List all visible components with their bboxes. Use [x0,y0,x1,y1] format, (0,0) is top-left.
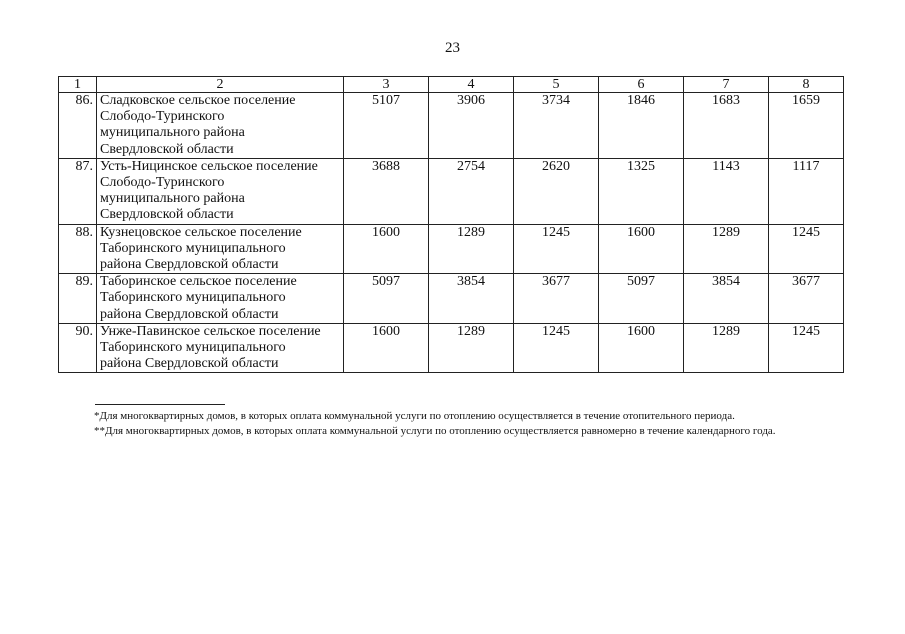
table-header-row [59,77,844,93]
settlement-name-line: Слободо-Туринского [100,175,225,191]
value-cell: 2754 [429,158,514,224]
value-cell: 3688 [344,158,429,224]
value-cell: 1325 [599,158,684,224]
footnote: **Для многоквартирных домов, в которых оплата коммунальной услуги по отоплению осуществляется равномерно в течение календарного года. [94,425,776,437]
row-number: 88. [59,224,97,274]
value-cell: 1245 [769,224,844,274]
page-number: 23 [445,40,460,56]
value-cell: 1289 [429,224,514,274]
value-cell: 1289 [429,323,514,373]
value-cell: 3854 [684,274,769,324]
settlement-name-line: Унже-Павинское сельское поселение [100,323,321,339]
settlement-name-line: Усть-Ницинское сельское поселение [100,158,318,174]
column-header: 4 [429,77,514,93]
value-cell: 1117 [769,158,844,224]
table-row [59,93,844,159]
settlement-name-line: Слободо-Туринского [100,109,225,125]
value-cell: 3854 [429,274,514,324]
value-cell: 3677 [769,274,844,324]
table-row [59,323,844,373]
value-cell: 1245 [769,323,844,373]
row-number: 87. [59,158,97,224]
column-header: 5 [514,77,599,93]
row-number: 89. [59,274,97,324]
settlement-name-line: Кузнецовское сельское поселение [100,224,302,240]
column-header: 1 [59,77,97,93]
value-cell: 1289 [684,224,769,274]
column-header: 6 [599,77,684,93]
row-number: 90. [59,323,97,373]
data-table [58,76,844,373]
value-cell: 1600 [599,323,684,373]
footnote: *Для многоквартирных домов, в которых оплата коммунальной услуги по отоплению осуществляется в течение отопительного периода. [94,410,735,422]
value-cell: 1245 [514,323,599,373]
settlement-name [97,158,344,224]
value-cell: 1659 [769,93,844,159]
value-cell: 1600 [344,323,429,373]
value-cell: 1289 [684,323,769,373]
value-cell: 1600 [344,224,429,274]
value-cell: 5107 [344,93,429,159]
footnote-divider [95,404,225,405]
value-cell: 1143 [684,158,769,224]
settlement-name-line: муниципального района [100,125,245,141]
settlement-name-line: муниципального района [100,191,245,207]
settlement-name-line: Таборинского муниципального [100,240,286,256]
value-cell: 1600 [599,224,684,274]
table-body [59,93,844,373]
table-row [59,274,844,324]
settlement-name-line: района Свердловской области [100,306,279,322]
table-row [59,224,844,274]
settlement-name-line: района Свердловской области [100,356,279,372]
settlement-name-line: Свердловской области [100,207,234,223]
settlement-name-line: района Свердловской области [100,257,279,273]
value-cell: 1245 [514,224,599,274]
settlement-name-line: Таборинского муниципального [100,290,286,306]
value-cell: 1683 [684,93,769,159]
column-header: 7 [684,77,769,93]
settlement-name [97,224,344,274]
settlement-name [97,93,344,159]
settlement-name-line: Свердловской области [100,141,234,157]
table-row [59,158,844,224]
column-header: 8 [769,77,844,93]
settlement-name-line: Таборинское сельское поселение [100,274,297,290]
value-cell: 1846 [599,93,684,159]
column-header: 2 [97,77,344,93]
value-cell: 3677 [514,274,599,324]
value-cell: 5097 [344,274,429,324]
settlement-name [97,274,344,324]
value-cell: 3906 [429,93,514,159]
column-header: 3 [344,77,429,93]
settlement-name [97,323,344,373]
row-number: 86. [59,93,97,159]
value-cell: 5097 [599,274,684,324]
value-cell: 2620 [514,158,599,224]
value-cell: 3734 [514,93,599,159]
settlement-name-line: Таборинского муниципального [100,340,286,356]
settlement-name-line: Сладковское сельское поселение [100,93,296,108]
footnotes [58,409,841,439]
